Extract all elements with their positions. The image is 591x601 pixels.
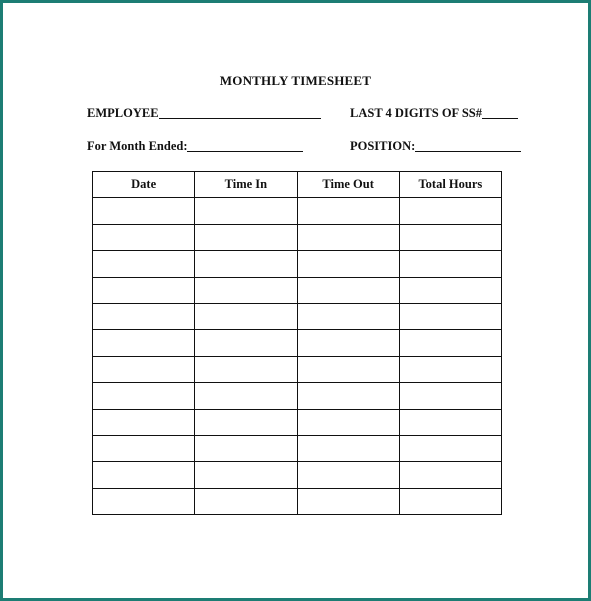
- table-row: [93, 198, 502, 224]
- table-row: [93, 330, 502, 356]
- cell-total-hours[interactable]: [399, 277, 501, 303]
- header-time-in: Time In: [195, 172, 297, 198]
- cell-date[interactable]: [93, 488, 195, 514]
- employee-field[interactable]: [87, 106, 321, 121]
- month-ended-label: For Month Ended:: [87, 139, 188, 153]
- timesheet-table: [92, 171, 502, 515]
- cell-date[interactable]: [93, 277, 195, 303]
- cell-time-in[interactable]: [195, 356, 297, 382]
- cell-time-out[interactable]: [297, 330, 399, 356]
- cell-date[interactable]: [93, 198, 195, 224]
- header-total-hours: Total Hours: [399, 172, 501, 198]
- cell-time-out[interactable]: [297, 462, 399, 488]
- cell-total-hours[interactable]: [399, 409, 501, 435]
- cell-time-in[interactable]: [195, 409, 297, 435]
- header-date: Date: [93, 172, 195, 198]
- position-field[interactable]: [350, 139, 521, 154]
- cell-total-hours[interactable]: [399, 462, 501, 488]
- position-label: POSITION:: [350, 139, 416, 153]
- month-ended-blank-line[interactable]: [187, 150, 303, 152]
- page-title: MONTHLY TIMESHEET: [219, 73, 372, 88]
- table-row: [93, 303, 502, 329]
- cell-total-hours[interactable]: [399, 356, 501, 382]
- cell-time-out[interactable]: [297, 356, 399, 382]
- cell-date[interactable]: [93, 330, 195, 356]
- cell-date[interactable]: [93, 409, 195, 435]
- cell-time-out[interactable]: [297, 409, 399, 435]
- cell-time-in[interactable]: [195, 277, 297, 303]
- cell-date[interactable]: [93, 356, 195, 382]
- ss-digits-field[interactable]: [350, 106, 518, 121]
- table-row: [93, 277, 502, 303]
- table-body: [93, 198, 502, 515]
- table-row: [93, 383, 502, 409]
- cell-date[interactable]: [93, 303, 195, 329]
- header-time-out: Time Out: [297, 172, 399, 198]
- cell-time-in[interactable]: [195, 224, 297, 250]
- table-row: [93, 409, 502, 435]
- cell-time-in[interactable]: [195, 488, 297, 514]
- cell-time-in[interactable]: [195, 330, 297, 356]
- employee-label: EMPLOYEE: [87, 106, 159, 120]
- position-blank-line[interactable]: [415, 150, 521, 152]
- cell-total-hours[interactable]: [399, 488, 501, 514]
- cell-date[interactable]: [93, 383, 195, 409]
- table-header-row: [93, 172, 502, 198]
- cell-total-hours[interactable]: [399, 198, 501, 224]
- cell-time-out[interactable]: [297, 383, 399, 409]
- cell-time-out[interactable]: [297, 224, 399, 250]
- cell-date[interactable]: [93, 224, 195, 250]
- month-ended-field[interactable]: [87, 139, 303, 154]
- table-row: [93, 435, 502, 461]
- cell-time-in[interactable]: [195, 435, 297, 461]
- cell-time-out[interactable]: [297, 488, 399, 514]
- ss-digits-label: LAST 4 DIGITS OF SS#: [350, 106, 482, 120]
- cell-total-hours[interactable]: [399, 383, 501, 409]
- cell-total-hours[interactable]: [399, 330, 501, 356]
- cell-total-hours[interactable]: [399, 303, 501, 329]
- cell-time-out[interactable]: [297, 303, 399, 329]
- table-row: [93, 488, 502, 514]
- cell-time-in[interactable]: [195, 198, 297, 224]
- cell-time-in[interactable]: [195, 251, 297, 277]
- cell-time-out[interactable]: [297, 277, 399, 303]
- employee-blank-line[interactable]: [159, 117, 321, 119]
- ss-digits-blank-line[interactable]: [482, 117, 518, 119]
- cell-date[interactable]: [93, 435, 195, 461]
- cell-total-hours[interactable]: [399, 224, 501, 250]
- cell-time-in[interactable]: [195, 383, 297, 409]
- table-row: [93, 251, 502, 277]
- cell-date[interactable]: [93, 251, 195, 277]
- cell-time-out[interactable]: [297, 435, 399, 461]
- table-row: [93, 462, 502, 488]
- cell-time-in[interactable]: [195, 462, 297, 488]
- cell-date[interactable]: [93, 462, 195, 488]
- cell-total-hours[interactable]: [399, 251, 501, 277]
- cell-time-out[interactable]: [297, 251, 399, 277]
- cell-time-in[interactable]: [195, 303, 297, 329]
- table-row: [93, 224, 502, 250]
- cell-time-out[interactable]: [297, 198, 399, 224]
- cell-total-hours[interactable]: [399, 435, 501, 461]
- table-row: [93, 356, 502, 382]
